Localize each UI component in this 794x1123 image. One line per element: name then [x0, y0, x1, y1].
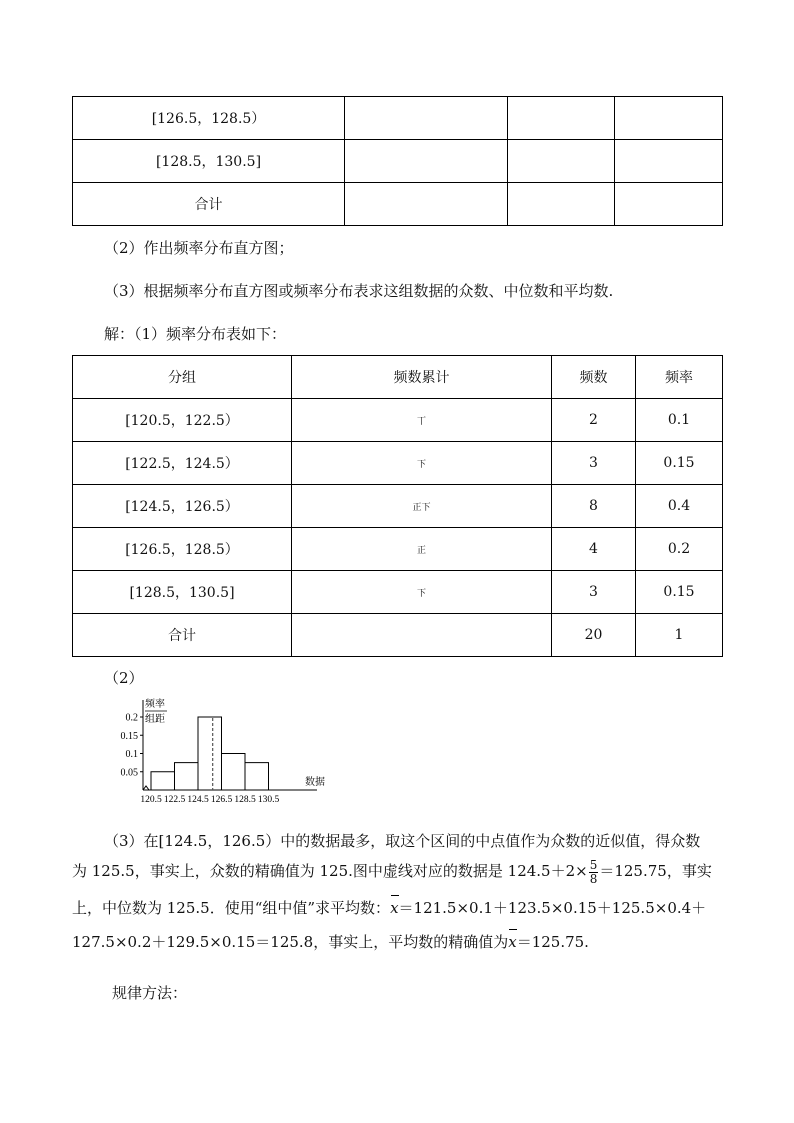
count-cell: 2	[552, 399, 636, 442]
table-row	[73, 399, 723, 442]
part-3-text: 127.5×0.2＋129.5×0.15＝125.8，事实上，平均数的精确值为	[72, 933, 509, 951]
y-axis-label-top: 频率	[145, 699, 165, 710]
table-cell	[615, 140, 723, 183]
table-cell	[345, 97, 508, 140]
table-cell	[615, 183, 723, 226]
y-axis-label-bottom: 组距	[145, 714, 165, 725]
table-cell	[508, 140, 615, 183]
tally-cell	[292, 614, 552, 657]
group-cell: [120.5，122.5）	[73, 399, 292, 442]
part-3-text: ＝125.75.	[516, 933, 589, 951]
axis-break-mark	[143, 786, 149, 790]
table-cell	[615, 97, 723, 140]
table-cell	[345, 183, 508, 226]
method-label: 规律方法：	[112, 984, 188, 1002]
table-cell	[345, 140, 508, 183]
fraction	[589, 859, 599, 886]
part-3-text: ＝125.75，事实	[599, 862, 712, 880]
header-tally: 频数累计	[292, 356, 552, 399]
table-cell	[508, 183, 615, 226]
count-cell: 3	[552, 571, 636, 614]
table-row	[73, 528, 723, 571]
question-3: （3）根据频率分布直方图或频率分布表求这组数据的众数、中位数和平均数.	[104, 282, 614, 300]
x-tick-label: 128.5	[234, 795, 256, 804]
group-cell: [122.5，124.5）	[73, 442, 292, 485]
frequency-cell: 0.15	[636, 571, 723, 614]
y-tick-label: 0.1	[125, 749, 138, 760]
table-row	[73, 485, 723, 528]
frequency-cell: 0.2	[636, 528, 723, 571]
frequency-cell: 0.15	[636, 442, 723, 485]
total-label-cell: 合计	[73, 614, 292, 657]
fraction-denominator: 8	[589, 871, 598, 886]
part-3-text: ＝121.5×0.1＋123.5×0.15＋125.5×0.4＋	[398, 899, 707, 917]
frequency-cell: 0.1	[636, 399, 723, 442]
part-3-line-2	[72, 858, 712, 884]
y-tick-label: 0.2	[125, 712, 138, 724]
count-cell: 4	[552, 528, 636, 571]
mean-symbol: x	[508, 933, 517, 951]
header-frequency: 频率	[636, 356, 723, 399]
tally-cell: 正下	[292, 485, 552, 528]
table-cell: [126.5，128.5）	[73, 97, 345, 140]
solution-intro: 解：（1）频率分布表如下：	[104, 325, 287, 343]
histogram-bar	[198, 717, 222, 790]
x-tick-label: 124.5	[187, 795, 209, 804]
table-header-row	[73, 356, 723, 399]
tally-cell: 下	[292, 442, 552, 485]
y-tick-label: 0.15	[120, 730, 138, 742]
x-axis-label: 数据	[305, 777, 325, 788]
count-cell: 3	[552, 442, 636, 485]
table-row	[73, 571, 723, 614]
frequency-histogram	[105, 692, 345, 804]
part-3-text: 上，中位数为 125.5．使用“组中值”求平均数：	[72, 899, 391, 917]
part-3-line-3	[72, 898, 706, 918]
x-tick-label: 130.5	[257, 795, 280, 804]
table-cell: [128.5，130.5]	[73, 140, 345, 183]
tally-cell: 下	[292, 571, 552, 614]
group-cell: [126.5，128.5）	[73, 528, 292, 571]
part-3-line-4	[72, 932, 589, 952]
question-2: （2）作出频率分布直方图；	[104, 239, 294, 257]
table-cell: 合计	[73, 183, 345, 226]
table-row	[73, 97, 723, 140]
frequency-table	[72, 355, 723, 657]
histogram-bar	[245, 763, 269, 790]
histogram-bar	[222, 754, 246, 791]
group-cell: [128.5，130.5]	[73, 571, 292, 614]
y-tick-label: 0.05	[120, 767, 138, 779]
table-row	[73, 140, 723, 183]
mean-symbol: x	[390, 899, 399, 917]
tally-cell: 丅	[292, 399, 552, 442]
table-row	[73, 614, 723, 657]
table-cell	[508, 97, 615, 140]
x-tick-label: 126.5	[210, 795, 233, 804]
table-row	[73, 183, 723, 226]
header-count: 频数	[552, 356, 636, 399]
part-3-line-1	[72, 831, 700, 851]
header-group: 分组	[73, 356, 292, 399]
part-3-text: （3）在[124.5，126.5）中的数据最多，取这个区间的中点值作为众数的近似值，得众数	[104, 832, 701, 850]
histogram-bar	[151, 772, 175, 790]
part-3-text: 为 125.5，事实上，众数的精确值为 125.图中虚线对应的数据是 124.5＋2×	[72, 862, 588, 880]
top-table	[72, 96, 723, 226]
total-frequency-cell: 1	[636, 614, 723, 657]
x-tick-label: 120.5	[140, 795, 162, 804]
x-tick-label: 122.5	[163, 795, 186, 804]
total-count-cell: 20	[552, 614, 636, 657]
frequency-cell: 0.4	[636, 485, 723, 528]
count-cell: 8	[552, 485, 636, 528]
fraction-numerator: 5	[589, 857, 598, 872]
histogram-bar	[175, 763, 199, 790]
part-2-label: （2）	[104, 669, 144, 687]
tally-cell: 正	[292, 528, 552, 571]
table-row	[73, 442, 723, 485]
group-cell: [124.5，126.5）	[73, 485, 292, 528]
